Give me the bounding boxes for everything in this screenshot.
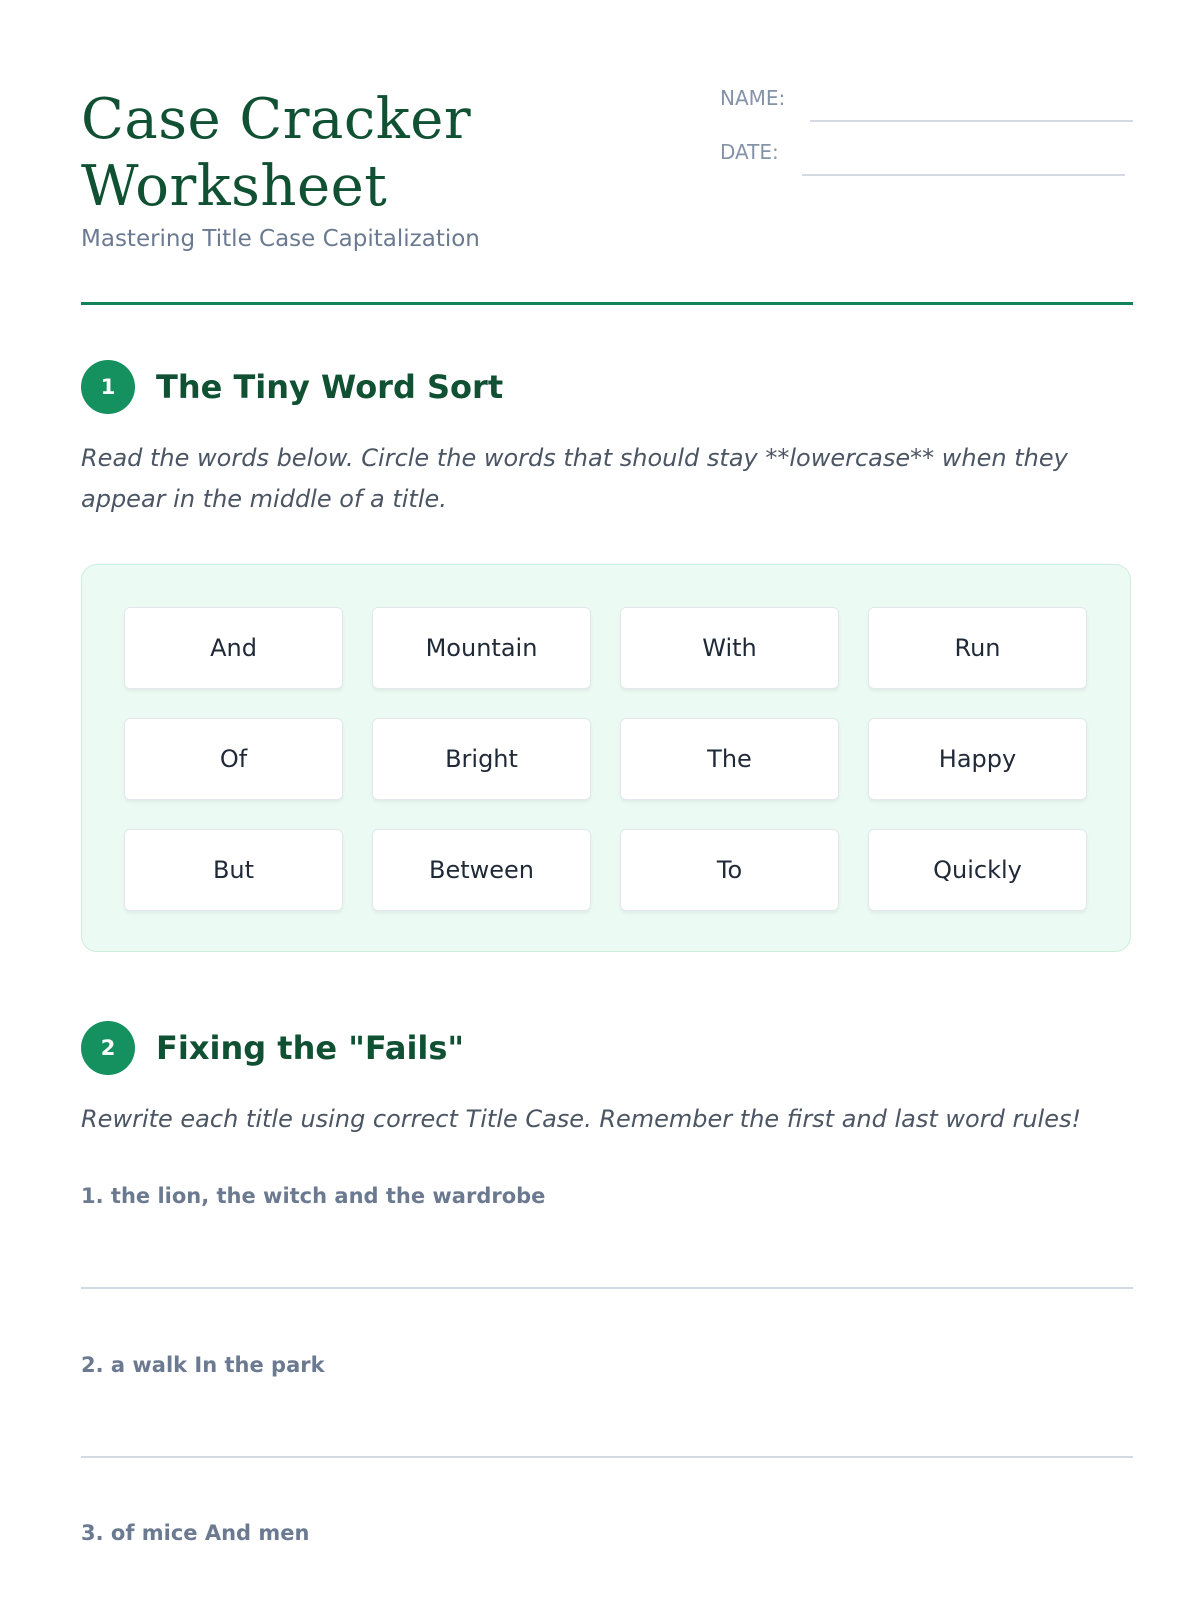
title-line-2: Worksheet bbox=[81, 154, 388, 219]
section-1-instructions: Read the words below. Circle the words that should stay **lowercase** when they appear in the middle of a title. bbox=[81, 444, 1068, 513]
word-grid bbox=[124, 607, 1087, 911]
word-card[interactable]: And bbox=[124, 607, 343, 689]
section-1-badge: 1 bbox=[81, 360, 135, 414]
word-card[interactable]: The bbox=[620, 718, 839, 800]
word-card[interactable]: With bbox=[620, 607, 839, 689]
worksheet-subtitle: Mastering Title Case Capitalization bbox=[81, 226, 480, 252]
word-card[interactable]: Of bbox=[124, 718, 343, 800]
word-sort-panel bbox=[81, 564, 1131, 952]
word-card[interactable]: Quickly bbox=[868, 829, 1087, 911]
answer-line[interactable] bbox=[81, 1456, 1133, 1458]
section-2-header bbox=[81, 1021, 1133, 1077]
word-card[interactable]: Between bbox=[372, 829, 591, 911]
word-card[interactable]: But bbox=[124, 829, 343, 911]
name-input-line[interactable] bbox=[810, 120, 1133, 122]
section-2-instructions: Rewrite each title using correct Title Case. Remember the first and last word rules! bbox=[81, 1105, 1082, 1133]
rewrite-prompt: 2. a walk In the park bbox=[81, 1353, 325, 1377]
date-input-line[interactable] bbox=[802, 174, 1125, 176]
word-card[interactable]: Bright bbox=[372, 718, 591, 800]
header-divider bbox=[81, 302, 1133, 305]
answer-line[interactable] bbox=[81, 1287, 1133, 1289]
word-card[interactable]: Mountain bbox=[372, 607, 591, 689]
worksheet-page bbox=[81, 0, 1133, 1545]
rewrite-prompt: 1. the lion, the witch and the wardrobe bbox=[81, 1184, 546, 1208]
section-1-title: The Tiny Word Sort bbox=[156, 368, 504, 406]
section-2-title: Fixing the "Fails" bbox=[156, 1029, 465, 1067]
section-2-badge: 2 bbox=[81, 1021, 135, 1075]
word-card[interactable]: Happy bbox=[868, 718, 1087, 800]
rewrite-prompt: 3. of mice And men bbox=[81, 1521, 310, 1545]
word-card[interactable]: Run bbox=[868, 607, 1087, 689]
section-1-header bbox=[81, 360, 1133, 416]
name-label: NAME: bbox=[720, 86, 786, 110]
date-label: DATE: bbox=[720, 140, 779, 164]
worksheet-header bbox=[81, 0, 1133, 305]
title-line-1: Case Cracker bbox=[81, 87, 472, 152]
word-card[interactable]: To bbox=[620, 829, 839, 911]
worksheet-title bbox=[81, 86, 471, 220]
